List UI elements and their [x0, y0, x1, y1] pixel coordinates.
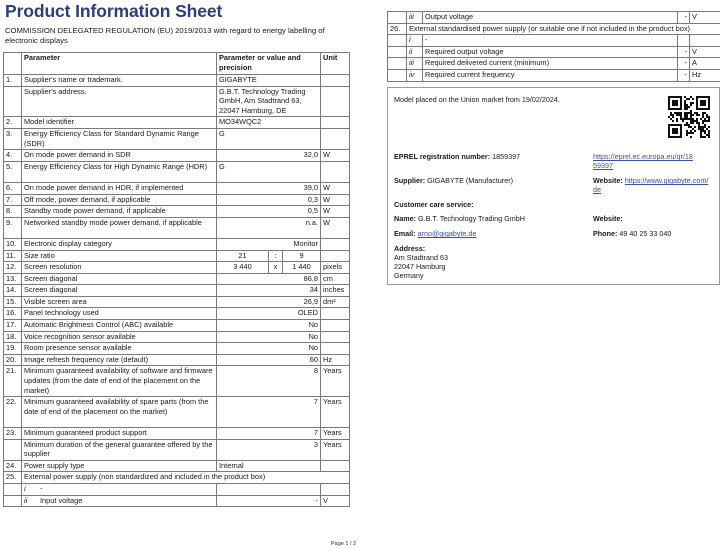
row-parameter: Supplier's address.: [22, 86, 217, 117]
table-row: [4, 194, 350, 206]
row-value-a: 3 440: [217, 262, 269, 274]
header-parameter: Parameter: [22, 53, 217, 75]
table-row: [4, 308, 350, 320]
row-value: 7: [217, 428, 321, 440]
table-row: [4, 472, 350, 484]
website2-label: Website:: [593, 214, 623, 223]
row-parameter: Voice recognition sensor available: [22, 331, 217, 343]
sub-row-parameter: Output voltage: [423, 12, 678, 24]
row-number: 26.: [388, 23, 407, 35]
row-parameter: Image refresh frequency rate (default): [22, 354, 217, 366]
supplier-info-box: [387, 87, 720, 285]
placed-on-market: Model placed on the Union market from 19/02/2024.: [394, 95, 560, 104]
row-value: 0,3: [217, 194, 321, 206]
table-row: [4, 128, 350, 149]
table-row: [4, 161, 350, 182]
row-unit: Years: [321, 366, 350, 397]
website-link[interactable]: https://www.gigabyte.com/: [624, 176, 709, 185]
row-parameter: Electronic display category: [22, 238, 217, 250]
row-value: 3: [217, 439, 321, 460]
sub-row-unit: V: [690, 12, 720, 24]
sub-row-roman: iv: [407, 69, 423, 81]
website-link-cont[interactable]: de: [593, 185, 601, 194]
table-row: [4, 343, 350, 355]
row-number: 10.: [4, 238, 22, 250]
sub-row: [388, 46, 720, 58]
row-parameter: Screen diagonal: [22, 273, 217, 285]
sub-row-unit: Hz: [690, 69, 720, 81]
row-number: 1.: [4, 75, 22, 87]
row-value: 26,9: [217, 296, 321, 308]
row-unit: Years: [321, 439, 350, 460]
row-value: 8: [217, 366, 321, 397]
row-value: MO34WQC2: [217, 117, 321, 129]
phone-label: Phone:: [593, 229, 618, 238]
sub-row-value: -: [217, 495, 321, 507]
sub-row-parameter: -: [423, 35, 678, 47]
customer-care-label: Customer care service:: [394, 200, 474, 209]
row-parameter: Automatic Brightness Control (ABC) available: [22, 320, 217, 332]
sub-row-cell: [22, 495, 217, 507]
row-number: 22.: [4, 397, 22, 428]
row-unit: W: [321, 217, 350, 238]
sub-row: [388, 69, 720, 81]
table-row: [4, 262, 350, 274]
sub-row-unit: [321, 484, 350, 496]
row-number: 18.: [4, 331, 22, 343]
row-number: 6.: [4, 182, 22, 194]
row-number: [4, 86, 22, 117]
row-parameter: Panel technology used: [22, 308, 217, 320]
row-value: G: [217, 128, 321, 149]
table-row: [4, 439, 350, 460]
row-parameter: Minimum guaranteed product support: [22, 428, 217, 440]
table-row: [4, 428, 350, 440]
regulation-text: COMMISSION DELEGATED REGULATION (EU) 2019/2013 with regard to energy labelling of electronic displays: [5, 26, 325, 46]
row-parameter: External power supply (non standardized and included in the product box): [22, 472, 350, 484]
row-value-b: 9: [283, 250, 321, 262]
row-unit: Years: [321, 428, 350, 440]
row-unit: dm²: [321, 296, 350, 308]
sub-row: [4, 484, 350, 496]
row-number: 17.: [4, 320, 22, 332]
row-value-a: 21: [217, 250, 269, 262]
row-unit: [321, 238, 350, 250]
header-unit: Unit: [321, 53, 350, 75]
sub-row-roman: ii: [24, 495, 28, 505]
row-value-sep: :: [269, 250, 283, 262]
sub-row-spacer: [388, 58, 407, 70]
sub-row-value: -: [678, 58, 690, 70]
row-value: 32,0: [217, 150, 321, 162]
sub-row-value: -: [678, 69, 690, 81]
row-parameter: Minimum guaranteed availability of software and firmware updates (from the date of end of the placement on the market): [22, 366, 217, 397]
row-unit: W: [321, 182, 350, 194]
row-value: 7: [217, 397, 321, 428]
row-unit: W: [321, 150, 350, 162]
sub-row-unit: A: [690, 58, 720, 70]
table-row: [4, 320, 350, 332]
sub-row: [388, 58, 720, 70]
row-number: 4.: [4, 150, 22, 162]
row-unit: pixels: [321, 262, 350, 274]
row-number: 5.: [4, 161, 22, 182]
phone-value: 49 40 25 33 040: [619, 229, 672, 238]
row-parameter: Power supply type: [22, 460, 217, 472]
row-number: 15.: [4, 296, 22, 308]
header-num: [4, 53, 22, 75]
row-parameter: Networked standby mode power demand, if applicable: [22, 217, 217, 238]
row-number: 20.: [4, 354, 22, 366]
row-unit: [321, 128, 350, 149]
table-row: [4, 117, 350, 129]
row-unit: [321, 343, 350, 355]
row-value: Monitor: [217, 238, 321, 250]
eprel-label: EPREL registration number:: [394, 152, 491, 161]
sub-row-spacer: [388, 69, 407, 81]
row-value-b: 1 440: [283, 262, 321, 274]
row-value: GIGABYTE: [217, 75, 321, 87]
row-value: Internal: [217, 460, 321, 472]
sub-row: [388, 12, 720, 24]
row-number: 23.: [4, 428, 22, 440]
row-parameter: On mode power demand in SDR: [22, 150, 217, 162]
sub-row-spacer: [4, 495, 22, 507]
row-unit: [321, 250, 350, 262]
sub-row-value: [678, 35, 690, 47]
row-number: 19.: [4, 343, 22, 355]
table-row: [4, 86, 350, 117]
sub-row-roman: i: [24, 484, 26, 494]
row-number: 9.: [4, 217, 22, 238]
row-number: 24.: [4, 460, 22, 472]
row-parameter: Screen diagonal: [22, 285, 217, 297]
sub-row-parameter: -: [40, 484, 43, 494]
sub-row-spacer: [388, 46, 407, 58]
row-value-sep: x: [269, 262, 283, 274]
name-value: G.B.T. Technology Trading GmbH: [417, 214, 525, 223]
sub-row: [4, 495, 350, 507]
row-value: 0,5: [217, 206, 321, 218]
row-parameter: Standby mode power demand, if applicable: [22, 206, 217, 218]
table-row: [4, 250, 350, 262]
row-number: 25.: [4, 472, 22, 484]
row-unit: [321, 75, 350, 87]
sub-row-roman: i: [407, 35, 423, 47]
table-row: [4, 75, 350, 87]
row-parameter: Visible screen area: [22, 296, 217, 308]
email-label: Email:: [394, 229, 416, 238]
row-value: 86,8: [217, 273, 321, 285]
table-header: [4, 53, 350, 75]
sub-row-value: -: [678, 46, 690, 58]
eprel-number: 1859397: [492, 152, 521, 161]
table-row: [4, 150, 350, 162]
row-number: 12.: [4, 262, 22, 274]
row-parameter: External standardised power supply (or suitable one if not included in the product box): [407, 23, 720, 35]
row-parameter: Energy Efficiency Class for Standard Dynamic Range (SDR): [22, 128, 217, 149]
row-number: 16.: [4, 308, 22, 320]
row-value: OLED: [217, 308, 321, 320]
row-parameter: Screen resolution: [22, 262, 217, 274]
row-number: 21.: [4, 366, 22, 397]
row-parameter: Off mode, power demand, if applicable: [22, 194, 217, 206]
row-unit: W: [321, 194, 350, 206]
eprel-link[interactable]: https://eprel.ec.europa.eu/qr/18: [593, 152, 693, 161]
row-unit: cm: [321, 273, 350, 285]
website-label: Website:: [593, 176, 623, 185]
sub-row-roman: ii: [407, 46, 423, 58]
table-row: [4, 217, 350, 238]
row-number: [4, 439, 22, 460]
row-parameter: Model identifier: [22, 117, 217, 129]
row-parameter: Room presence sensor available: [22, 343, 217, 355]
qr-code-icon: [668, 96, 710, 138]
address-line-2: 22047 Hamburg: [394, 262, 446, 271]
row-unit: Years: [321, 397, 350, 428]
sub-row-parameter: Required delivered current (minimum): [423, 58, 678, 70]
supplier-value: GIGABYTE (Manufacturer): [427, 176, 514, 185]
row-parameter: Size ratio: [22, 250, 217, 262]
table-row: [4, 285, 350, 297]
row-value: No: [217, 320, 321, 332]
sub-row-cell: [22, 484, 217, 496]
row-number: 14.: [4, 285, 22, 297]
row-unit: [321, 308, 350, 320]
row-number: 11.: [4, 250, 22, 262]
sub-row-unit: [690, 35, 720, 47]
eprel-link-cont[interactable]: 59397: [593, 161, 613, 170]
table-row: [4, 354, 350, 366]
sub-row-unit: V: [321, 495, 350, 507]
row-value: G: [217, 161, 321, 182]
email-link[interactable]: arno@gigabyte.de: [417, 229, 477, 238]
row-value: 34: [217, 285, 321, 297]
sub-row-roman: iii: [407, 58, 423, 70]
sub-row-spacer: [388, 12, 407, 24]
row-number: 3.: [4, 128, 22, 149]
name-label: Name:: [394, 214, 416, 223]
address-label: Address:: [394, 244, 426, 253]
row-parameter: Energy Efficiency Class for High Dynamic Range (HDR): [22, 161, 217, 182]
sub-row-parameter: Input voltage: [40, 495, 83, 505]
row-unit: Hz: [321, 354, 350, 366]
row-number: 7.: [4, 194, 22, 206]
table-row: [4, 182, 350, 194]
sub-row-value: -: [678, 12, 690, 24]
table-row: [4, 397, 350, 428]
table-row: [4, 331, 350, 343]
row-number: 2.: [4, 117, 22, 129]
sub-row-parameter: Required output voltage: [423, 46, 678, 58]
row-parameter: Supplier's name or trademark.: [22, 75, 217, 87]
table-row: [4, 273, 350, 285]
parameter-table: [3, 52, 350, 507]
sub-row: [388, 35, 720, 47]
row-value: G.B.T. Technology Trading GmbH, Am Stadtrand 63, 22047 Hamburg, DE: [217, 86, 321, 117]
row-value: 60: [217, 354, 321, 366]
sub-row-value: [217, 484, 321, 496]
row-unit: inches: [321, 285, 350, 297]
sub-row-spacer: [4, 484, 22, 496]
row-unit: [321, 460, 350, 472]
page-number: Page 1 / 2: [331, 541, 357, 547]
table-row: [4, 366, 350, 397]
row-number: 13.: [4, 273, 22, 285]
supplier-label: Supplier:: [394, 176, 426, 185]
table-row: [4, 238, 350, 250]
table-row: [388, 23, 720, 35]
row-unit: [321, 331, 350, 343]
address-line-3: Germany: [394, 271, 424, 280]
table-row: [4, 296, 350, 308]
row-value: No: [217, 331, 321, 343]
row-unit: [321, 117, 350, 129]
address-line-1: Am Stadtrand 63: [394, 253, 448, 262]
row-value: n.a.: [217, 217, 321, 238]
sub-row-parameter: Required current frequency: [423, 69, 678, 81]
row-value: No: [217, 343, 321, 355]
sub-row-roman: iii: [407, 12, 423, 24]
row-parameter: On mode power demand in HDR, if implemented: [22, 182, 217, 194]
row-unit: W: [321, 206, 350, 218]
row-value: 39,0: [217, 182, 321, 194]
row-parameter: Minimum guaranteed availability of spare parts (from the date of end of the placement on the market): [22, 397, 217, 428]
table-row: [4, 206, 350, 218]
sub-row-unit: V: [690, 46, 720, 58]
table-row: [4, 460, 350, 472]
row-number: 8.: [4, 206, 22, 218]
row-parameter: Minimum duration of the general guarantee offered by the supplier: [22, 439, 217, 460]
sub-row-spacer: [388, 35, 407, 47]
header-value: Parameter or value and precision: [217, 53, 321, 75]
power-supply-table: [387, 11, 720, 82]
row-unit: [321, 86, 350, 117]
row-unit: [321, 161, 350, 182]
row-unit: [321, 320, 350, 332]
page-title: Product Information Sheet: [5, 1, 223, 21]
